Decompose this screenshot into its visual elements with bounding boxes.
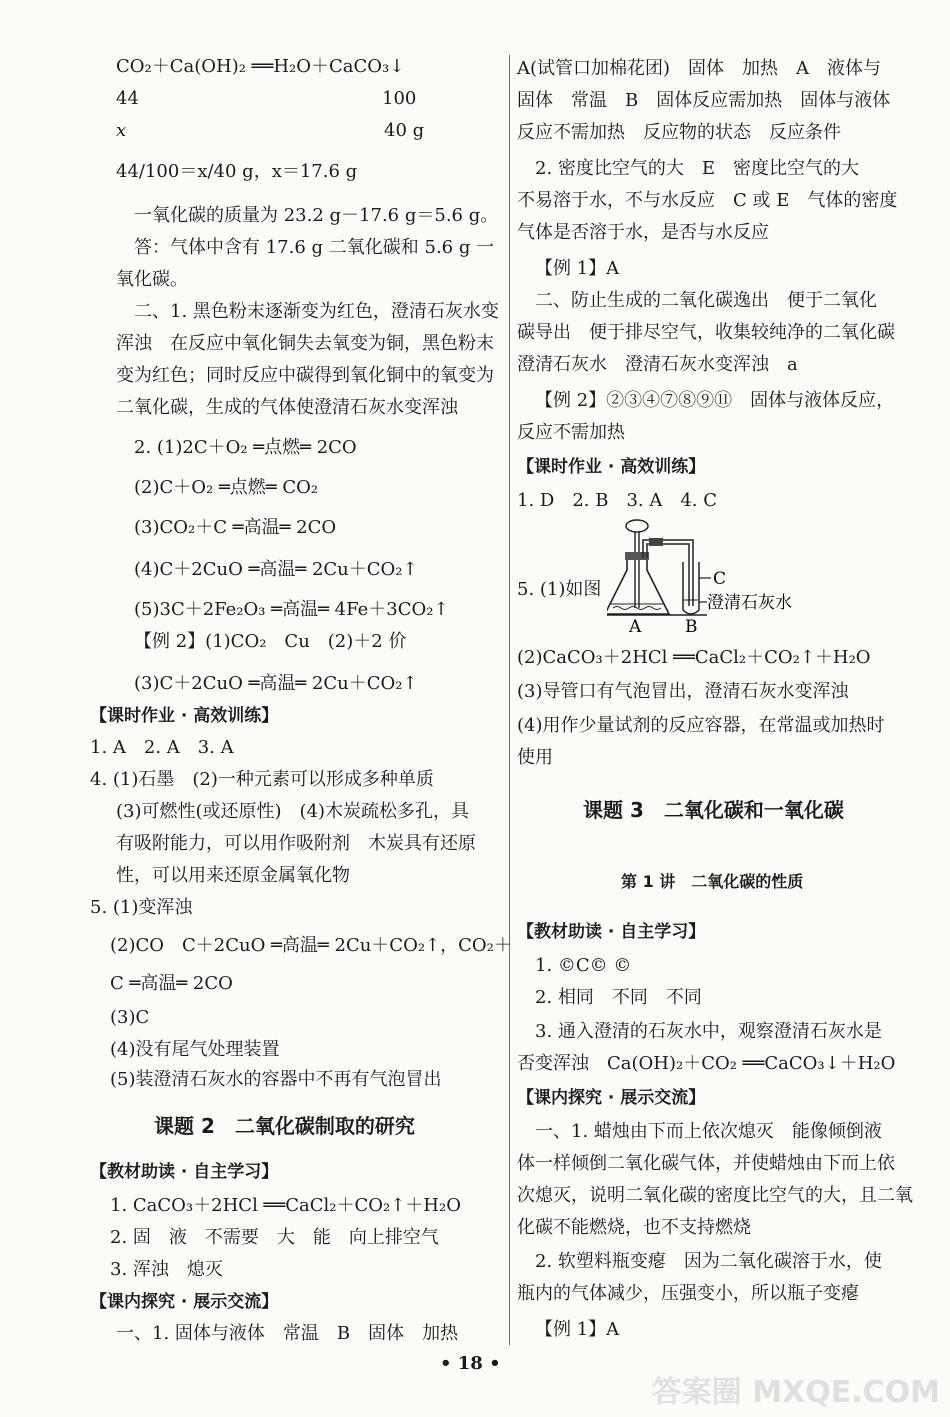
equation-line: (3)CO₂＋C ═高温═ 2CO <box>134 517 337 538</box>
answer-line: 3. 浑浊 熄灭 <box>110 1259 223 1280</box>
answer-line: 固体 常温 B 固体反应需加热 固体与液体 <box>517 90 891 111</box>
mass-value: 44 <box>116 88 139 109</box>
answer-line: 4. (1)石墨 (2)一种元素可以形成多种单质 <box>90 769 434 790</box>
answer-line: 化碳不能燃烧，也不支持燃烧 <box>517 1217 751 1238</box>
answer-line: 一、1. 固体与液体 常温 B 固体 加热 <box>116 1323 459 1344</box>
example-answer: 【例 1】A <box>535 1319 620 1340</box>
answer-line: 1. ©C© © <box>535 955 632 976</box>
equation-line: 2. (1)2C＋O₂ ═点燃═ 2CO <box>134 437 357 458</box>
answer-line: 一、1. 蜡烛由下而上依次熄灭 能像倾倒液 <box>535 1121 882 1142</box>
equation-line: (5)3C＋2Fe₂O₃ ═高温═ 4Fe＋3CO₂↑ <box>134 599 449 620</box>
equation-line: (3)C＋2CuO ═高温═ 2Cu＋CO₂↑ <box>134 673 418 694</box>
proportion-line: 44/100＝x/40 g，x＝17.6 g <box>116 161 358 182</box>
answer-line: 2. 软塑料瓶变瘪 因为二氧化碳溶于水，使 <box>535 1251 882 1272</box>
answer-line: 气体是否溶于水，是否与水反应 <box>517 222 769 243</box>
answer-line: 二、防止生成的二氧化碳逸出 便于二氧化 <box>535 290 877 311</box>
section-heading: 【教材助读 · 自主学习】 <box>90 1162 279 1182</box>
section-heading: 【课时作业 · 高效训练】 <box>517 457 706 477</box>
answer-line: 1. D 2. B 3. A 4. C <box>517 490 718 511</box>
apparatus-diagram <box>607 518 807 634</box>
equation-line: C ═高温═ 2CO <box>110 973 233 994</box>
answer-line: 2. 密度比空气的大 E 密度比空气的大 <box>535 158 860 179</box>
answer-line: 反应不需加热 <box>517 422 625 443</box>
answer-line: (3)导管口有气泡冒出，澄清石灰水变浑浊 <box>517 681 849 702</box>
equation-line: (4)C＋2CuO ═高温═ 2Cu＋CO₂↑ <box>134 559 418 580</box>
example-answer: 【例 1】A <box>535 258 620 279</box>
answer-line: 1. A 2. A 3. A <box>90 737 234 758</box>
equation-line: CO₂＋Ca(OH)₂ ══H₂O＋CaCO₃↓ <box>116 56 405 77</box>
lesson-title: 课题 2 二氧化碳制取的研究 <box>154 1114 415 1138</box>
section-heading: 【课内探究 · 展示交流】 <box>90 1292 279 1312</box>
section-heading: 【教材助读 · 自主学习】 <box>517 922 706 942</box>
answer-line: 浑浊 在反应中氧化铜失去氧变为铜，黑色粉末 <box>116 333 494 354</box>
answer-line: 二、1. 黑色粉末逐渐变为红色，澄清石灰水变 <box>134 301 499 322</box>
equation-line: (2)CaCO₃＋2HCl ══CaCl₂＋CO₂↑＋H₂O <box>517 647 871 668</box>
diagram-label-limewater: 澄清石灰水 <box>707 593 792 613</box>
equation-line: (2)C＋O₂ ═点燃═ CO₂ <box>134 477 319 498</box>
answer-line: 澄清石灰水 澄清石灰水变浑浊 a <box>517 354 798 375</box>
mass-value: 40 g <box>384 120 425 141</box>
answer-line: 不易溶于水，不与水反应 C 或 E 气体的密度 <box>517 190 898 211</box>
diagram-label-b: B <box>685 617 698 634</box>
equation-line: 1. CaCO₃＋2HCl ══CaCl₂＋CO₂↑＋H₂O <box>110 1195 461 1216</box>
answer-line: 5. (1)变浑浊 <box>90 897 193 918</box>
answer-line: 2. 固 液 不需要 大 能 向上排空气 <box>110 1227 439 1248</box>
answer-line: 碳导出 便于排尽空气，收集较纯净的二氧化碳 <box>517 322 895 343</box>
answer-line: 一氧化碳的质量为 23.2 g－17.6 g＝5.6 g。 <box>134 205 499 226</box>
answer-line: 3. 通入澄清的石灰水中，观察澄清石灰水是 <box>535 1021 882 1042</box>
answer-line: 氧化碳。 <box>116 269 188 290</box>
equation-line: (2)CO C＋2CuO ═高温═ 2Cu＋CO₂↑，CO₂＋ <box>110 935 512 956</box>
answer-line: (5)装澄清石灰水的容器中不再有气泡冒出 <box>110 1069 442 1090</box>
answer-line: 使用 <box>517 747 553 768</box>
section-heading: 【课内探究 · 展示交流】 <box>517 1088 706 1108</box>
column-divider <box>509 55 510 1345</box>
answer-line: A(试管口加棉花团) 固体 加热 A 液体与 <box>517 58 882 79</box>
answer-line: 次熄灭，说明二氧化碳的密度比空气的大，且二氧 <box>517 1185 913 1206</box>
lesson-title: 课题 3 二氧化碳和一氧化碳 <box>583 798 844 822</box>
answer-line: 性，可以用来还原金属氧化物 <box>116 865 350 886</box>
diagram-label-c: C <box>713 569 727 589</box>
mass-value: 100 <box>382 88 417 109</box>
answer-line: (4)用作少量试剂的反应容器，在常温或加热时 <box>517 715 885 736</box>
unknown-value: x <box>116 120 127 141</box>
answer-line: 2. 相同 不同 不同 <box>535 987 702 1008</box>
answer-line: (3)C <box>110 1007 150 1028</box>
equation-line: 否变浑浊 Ca(OH)₂＋CO₂ ══CaCO₃↓＋H₂O <box>517 1053 896 1074</box>
answer-line: 5. (1)如图 <box>517 579 602 600</box>
answer-line: 二氧化碳，生成的气体使澄清石灰水变浑浊 <box>116 397 458 418</box>
answer-line: 答：气体中含有 17.6 g 二氧化碳和 5.6 g 一 <box>134 237 495 258</box>
lecture-title: 第 1 讲 二氧化碳的性质 <box>621 872 804 891</box>
answer-line: (4)没有尾气处理装置 <box>110 1039 280 1060</box>
answer-line: 体一样倾倒二氧化碳气体，并使蜡烛由下而上依 <box>517 1153 895 1174</box>
answer-line: 变为红色；同时反应中碳得到氧化铜中的氧变为 <box>116 365 494 386</box>
answer-line: 有吸附能力，可以用作吸附剂 木炭具有还原 <box>116 833 476 854</box>
example-answer: 【例 2】(1)CO₂ Cu (2)＋2 价 <box>134 631 407 652</box>
diagram-label-a: A <box>629 617 642 634</box>
answer-line: 瓶内的气体减少，压强变小，所以瓶子变瘪 <box>517 1283 859 1304</box>
section-heading: 【课时作业 · 高效训练】 <box>90 706 279 726</box>
page-number: • 18 • <box>440 1353 501 1374</box>
site-watermark: 答案圈 MXQE.COM <box>651 1375 940 1410</box>
answer-line: 反应不需加热 反应物的状态 反应条件 <box>517 122 841 143</box>
example-answer: 【例 2】②③④⑦⑧⑨⑪ 固体与液体反应， <box>535 390 895 411</box>
answer-line: (3)可燃性(或还原性) (4)木炭疏松多孔，具 <box>116 801 470 822</box>
